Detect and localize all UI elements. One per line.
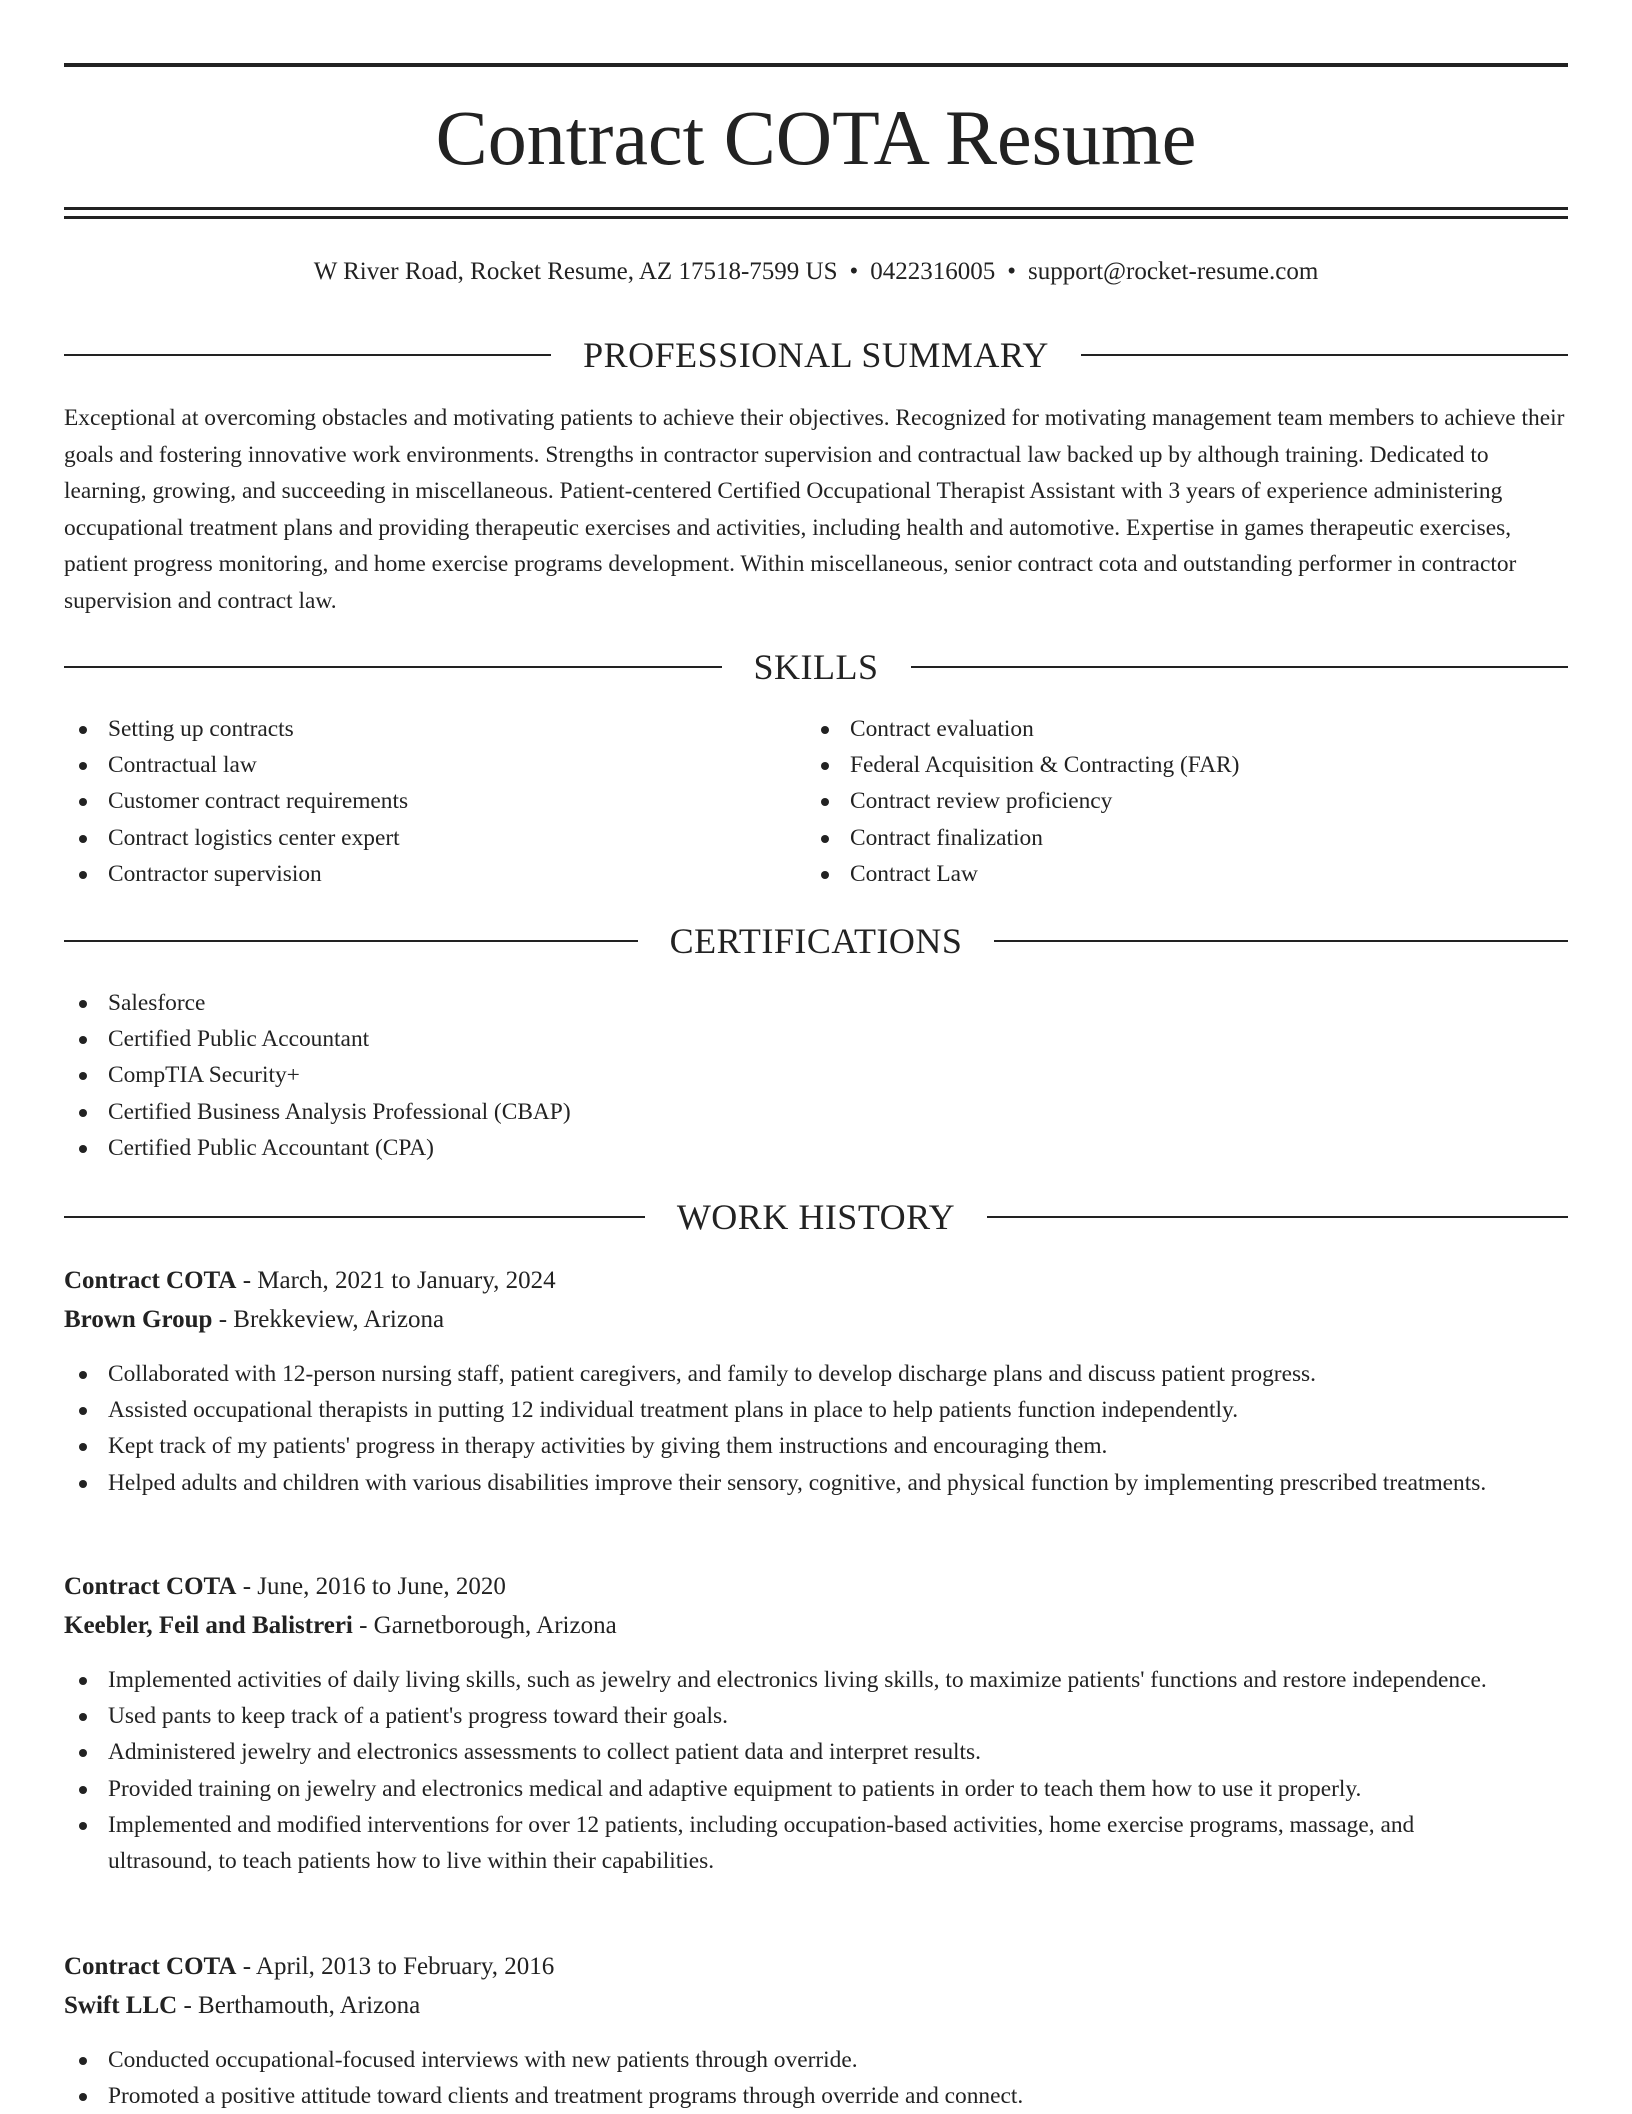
certification-item: Certified Public Accountant (64, 1021, 571, 1057)
job-dates: - April, 2013 to February, 2016 (236, 1953, 555, 1980)
page-title: Contract COTA Resume (435, 94, 1197, 181)
skill-item: Federal Acquisition & Contracting (FAR) (806, 747, 1239, 783)
heading-rule (1081, 354, 1568, 356)
title-rule-upper (64, 207, 1568, 210)
contact-phone: 0422316005 (870, 258, 996, 285)
skills-list-right (806, 711, 1239, 892)
certification-item: Certified Business Analysis Professional (CBAP) (64, 1094, 571, 1130)
job-dates: - June, 2016 to June, 2020 (236, 1573, 506, 1600)
job-location: - Brekkeview, Arizona (212, 1306, 445, 1333)
heading-rule (64, 940, 638, 942)
heading-rule (994, 940, 1568, 942)
job-dates: - March, 2021 to January, 2024 (236, 1267, 556, 1294)
job-title-line (64, 1569, 506, 1605)
heading-rule (64, 1216, 645, 1218)
skills-list-left (64, 711, 408, 892)
skill-item: Contract finalization (806, 820, 1239, 856)
title-rule-lower (64, 216, 1568, 219)
skill-item: Contractor supervision (64, 856, 408, 892)
top-rule (64, 63, 1568, 67)
job-bullet: Provided training on jewelry and electronics medical and adaptive equipment to patients in order to teach them how to use it properly. (64, 1771, 1504, 1807)
certification-item: Certified Public Accountant (CPA) (64, 1130, 571, 1166)
job-company: Swift LLC (64, 1992, 178, 2019)
heading-rule (987, 1216, 1568, 1218)
job-company-line (64, 1302, 444, 1338)
summary-heading (64, 335, 1568, 375)
contact-separator: • (1007, 258, 1017, 285)
work-history-heading-label: WORK HISTORY (676, 1197, 956, 1237)
certification-item: Salesforce (64, 985, 571, 1021)
job-title-line (64, 1949, 554, 1985)
job-title: Contract COTA (64, 1573, 237, 1600)
contact-line (64, 254, 1568, 290)
heading-rule (911, 666, 1569, 668)
summary-text: Exceptional at overcoming obstacles and motivating patients to achieve their objectives. Recognized for motivating management team members to achieve their goals and fostering innovative work environments. Strengths in contractor supervision and contractual law backed up by although training. Dedicated to learning, growing, and succeeding in miscellaneous. Patient-centered Certified Occupational Therapist Assistant with 3 years of experience administering occupational treatment plans and providing therapeutic exercises and activities, including health and automotive. Expertise in games therapeutic exercises, patient progress monitoring, and home exercise programs development. Within miscellaneous, senior contract cota and outstanding performer in contractor supervision and contract law. (64, 405, 1565, 614)
heading-rule (64, 354, 551, 356)
job-bullet: Administered jewelry and electronics assessments to collect patient data and interpret results. (64, 1734, 1504, 1770)
job-company: Keebler, Feil and Balistreri (64, 1612, 353, 1639)
certifications-heading-label: CERTIFICATIONS (669, 921, 963, 961)
skill-item: Customer contract requirements (64, 783, 408, 819)
skill-item: Contract Law (806, 856, 1239, 892)
certifications-list (64, 985, 571, 1166)
contact-address: W River Road, Rocket Resume, AZ 17518-7599 US (313, 258, 838, 285)
skill-item: Contract evaluation (806, 711, 1239, 747)
job-bullet: Promoted a positive attitude toward clients and treatment programs through override and connect. (64, 2078, 1504, 2114)
certifications-heading (64, 921, 1568, 961)
job-title: Contract COTA (64, 1267, 237, 1294)
certification-item: CompTIA Security+ (64, 1057, 571, 1093)
job-location: - Berthamouth, Arizona (177, 1992, 421, 2019)
job-bullet: Implemented activities of daily living skills, such as jewelry and electronics living skills, to maximize patients' functions and restore independence. (64, 1662, 1504, 1698)
summary-heading-label: PROFESSIONAL SUMMARY (583, 335, 1049, 375)
job-bullet: Kept track of my patients' progress in therapy activities by giving them instructions and encouraging them. (64, 1428, 1504, 1464)
job-bullet: Conducted occupational-focused interviews with new patients through override. (64, 2042, 1504, 2078)
job-bullet: Collaborated with 12-person nursing staff, patient caregivers, and family to develop discharge plans and discuss patient progress. (64, 1356, 1504, 1392)
job-company-line (64, 1988, 420, 2024)
job-bullet: Assisted occupational therapists in putting 12 individual treatment plans in place to help patients function independently. (64, 1392, 1504, 1428)
job-location: - Garnetborough, Arizona (352, 1612, 617, 1639)
contact-email: support@rocket-resume.com (1028, 258, 1319, 285)
skills-heading-label: SKILLS (753, 647, 879, 687)
job-bullet: Used pants to keep track of a patient's progress toward their goals. (64, 1698, 1504, 1734)
job-company: Brown Group (64, 1306, 213, 1333)
skills-heading (64, 647, 1568, 687)
heading-rule (64, 666, 722, 668)
job-company-line (64, 1608, 617, 1644)
job-title: Contract COTA (64, 1953, 237, 1980)
skill-item: Contractual law (64, 747, 408, 783)
work-history-heading (64, 1197, 1568, 1237)
job-bullets (64, 2042, 1504, 2114)
job-title-line (64, 1263, 556, 1299)
skill-item: Setting up contracts (64, 711, 408, 747)
skill-item: Contract review proficiency (806, 783, 1239, 819)
contact-separator: • (849, 258, 859, 285)
job-bullets (64, 1662, 1504, 1879)
job-bullet: Helped adults and children with various disabilities improve their sensory, cognitive, and physical function by implementing prescribed treatments. (64, 1465, 1504, 1501)
job-bullet: Implemented and modified interventions for over 12 patients, including occupation-based activities, home exercise programs, massage, and ultrasound, to teach patients how to live within their capabilities. (64, 1807, 1504, 1879)
skill-item: Contract logistics center expert (64, 820, 408, 856)
job-bullets (64, 1356, 1504, 1501)
